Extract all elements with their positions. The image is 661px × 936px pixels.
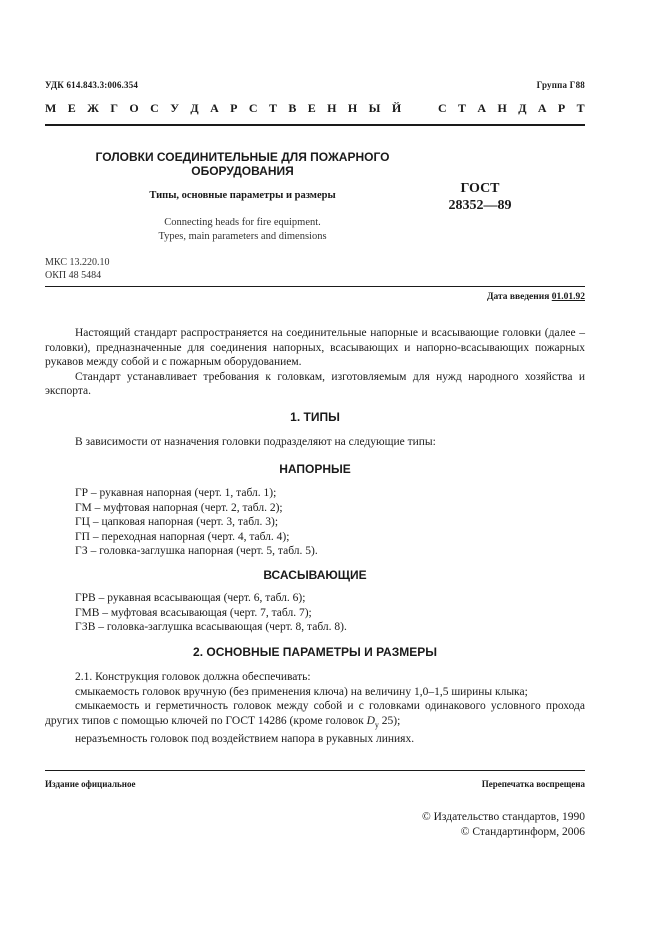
- divider-rule: [45, 286, 585, 287]
- subtitle: Типы, основные параметры и размеры: [149, 190, 336, 201]
- list-item: ГЗВ – головка-заглушка всасывающая (черт. 8, табл. 8).: [75, 621, 347, 633]
- pressure-heading: НАПОРНЫЕ: [279, 462, 351, 476]
- section-2-paragraph-3-text: смыкаемость и герметичность головок между собой и с головками одинакового условного прохода других типов с помощью ключей по ГОСТ 14286 (кроме головок: [45, 700, 585, 727]
- section-1-heading: 1. ТИПЫ: [290, 410, 340, 424]
- section-1-lead-text: В зависимости от назначения головки подразделяют на следующие типы:: [75, 436, 436, 448]
- copyright-2: © Стандартинформ, 2006: [460, 825, 585, 838]
- intro-paragraph-1: Настоящий стандарт распространяется на соединительные напорные и всасывающие головки (далее – головки), предназначенные для соединения напорных, всасывающих и напорно-всасывающих пожарных рукавов между собой и с пожарным оборудованием.: [45, 327, 585, 368]
- banner-letter: Р: [230, 101, 238, 115]
- effective-date: [487, 292, 585, 302]
- banner-letter: Г: [110, 101, 119, 115]
- list-item: ГМ – муфтовая напорная (черт. 2, табл. 2);: [75, 501, 283, 514]
- okp-code: ОКП 48 5484: [45, 270, 102, 281]
- section-2-paragraph-3-end: 25);: [378, 714, 401, 727]
- date-value: 01.01.92: [551, 292, 585, 302]
- banner-letter: С: [437, 101, 447, 115]
- banner-gap: [413, 101, 427, 116]
- english-title: [95, 216, 390, 244]
- english-title-line-2: Types, main parameters and dimensions: [158, 231, 327, 242]
- banner-letter: Т: [576, 101, 585, 115]
- copyright-1: © Издательство стандартов, 1990: [421, 811, 585, 823]
- edition-note: Издание официальное: [45, 779, 136, 789]
- title-line-2: ОБОРУДОВАНИЯ: [191, 164, 294, 178]
- banner-letter: М: [45, 101, 57, 115]
- classification-codes: [45, 256, 109, 282]
- intro-text: [45, 326, 585, 399]
- banner-letter: В: [288, 101, 297, 115]
- page-title: [95, 150, 390, 178]
- gost-label: ГОСТ: [460, 181, 500, 196]
- section-2-heading: 2. ОСНОВНЫЕ ПАРАМЕТРЫ И РАЗМЕРЫ: [193, 645, 437, 659]
- banner-letter: Е: [67, 101, 76, 115]
- udk-code: УДК 614.843.3:006.354: [45, 80, 139, 90]
- copyright-block: [390, 810, 585, 839]
- banner-letter: Р: [557, 101, 566, 115]
- mks-code: МКС 13.220.10: [45, 257, 110, 268]
- header-rule: [45, 124, 585, 126]
- english-title-line-1: Connecting heads for fire equipment.: [164, 217, 321, 228]
- banner-letter: Д: [518, 101, 527, 115]
- section-1-lead: [45, 435, 585, 450]
- banner-letter: А: [210, 101, 219, 115]
- banner-letter: Й: [391, 101, 402, 115]
- group-code: Группа Г88: [536, 80, 585, 90]
- banner-letter: С: [150, 101, 159, 115]
- banner-letter: У: [170, 101, 180, 115]
- interstate-standard-banner: [45, 101, 585, 116]
- title-line-1: ГОЛОВКИ СОЕДИНИТЕЛЬНЫЕ ДЛЯ ПОЖАРНОГО: [95, 150, 390, 164]
- banner-letter: Д: [190, 101, 199, 115]
- nominal-bore-symbol: D: [366, 714, 375, 727]
- section-2-paragraph-4: неразъемность головок под воздействием напора в рукавных линиях.: [75, 733, 415, 746]
- pressure-list: [75, 486, 318, 559]
- date-label: Дата введения: [486, 292, 550, 302]
- banner-letter: А: [537, 101, 547, 115]
- gost-designation: [440, 180, 520, 214]
- banner-letter: Ж: [87, 101, 99, 115]
- banner-letter: А: [477, 101, 487, 115]
- banner-letter: С: [248, 101, 258, 115]
- section-2-paragraph-2: смыкаемость головок вручную (без применения ключа) на величину 1,0–1,5 ширины клыка;: [75, 685, 528, 698]
- banner-letter: Н: [327, 101, 337, 115]
- gost-number: 28352—89: [448, 198, 512, 213]
- intro-paragraph-2: Стандарт устанавливает требования к головкам, изготовляемым для нужд народного хозяйства и экспорта.: [45, 370, 585, 397]
- list-item: ГР – рукавная напорная (черт. 1, табл. 1);: [75, 487, 277, 499]
- suction-heading: ВСАСЫВАЮЩИЕ: [263, 568, 367, 582]
- section-2-paragraph-3: [45, 699, 585, 732]
- banner-letter: Н: [497, 101, 507, 115]
- footer-rule: [45, 770, 585, 771]
- nominal-bore-subscript: у: [374, 719, 379, 729]
- section-2-text: [45, 670, 585, 747]
- list-item: ГМВ – муфтовая всасывающая (черт. 7, табл. 7);: [75, 606, 312, 619]
- list-item: ГЦ – цапковая напорная (черт. 3, табл. 3);: [75, 516, 279, 528]
- banner-letter: Ы: [368, 101, 381, 115]
- banner-letter: Н: [347, 101, 358, 115]
- list-item: ГП – переходная напорная (черт. 4, табл. 4);: [75, 530, 290, 543]
- banner-letter: Т: [458, 101, 467, 115]
- reprint-note: Перепечатка воспрещена: [481, 779, 585, 789]
- suction-list: [75, 591, 347, 635]
- section-2-paragraph-1: 2.1. Конструкция головок должна обеспечивать:: [75, 671, 311, 683]
- list-item: ГРВ – рукавная всасывающая (черт. 6, табл. 6);: [75, 592, 306, 604]
- banner-letter: О: [129, 101, 139, 115]
- list-item: ГЗ – головка-заглушка напорная (черт. 5, табл. 5).: [75, 545, 318, 557]
- banner-letter: Е: [307, 101, 316, 115]
- banner-letter: Т: [268, 101, 277, 115]
